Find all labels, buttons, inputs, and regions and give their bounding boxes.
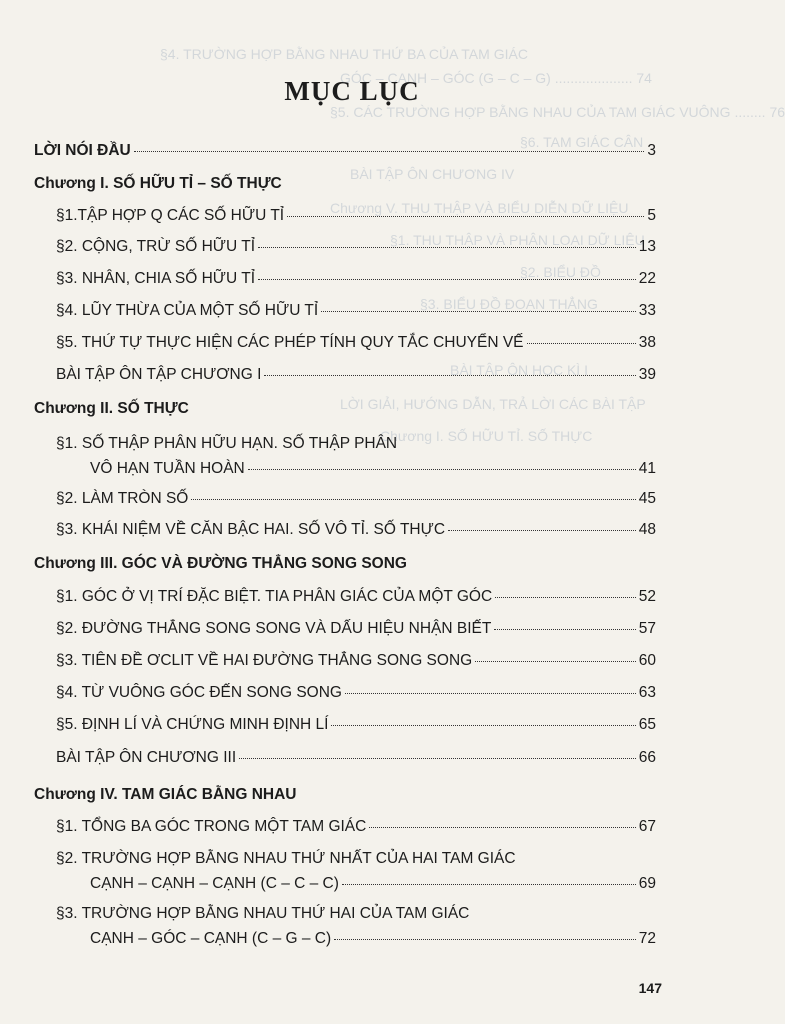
toc-entry-text: §2. LÀM TRÒN SỐ [56, 490, 189, 507]
chapter-heading-3: Chương III. GÓC VÀ ĐƯỜNG THẲNG SONG SONG [34, 555, 407, 572]
toc-entry-page: 63 [638, 684, 656, 701]
bleed-through-text: Chương I. SỐ HỮU TỈ. SỐ THỰC [380, 428, 593, 444]
dot-leader [369, 827, 635, 828]
toc-entry-page: 5 [647, 207, 656, 224]
dot-leader [248, 469, 636, 470]
toc-entry-text: §3. NHÂN, CHIA SỐ HỮU TỈ [56, 270, 255, 287]
toc-entry-page: 48 [638, 521, 656, 538]
toc-entry-page: 39 [638, 366, 656, 383]
dot-leader [258, 247, 636, 248]
dot-leader [134, 151, 645, 152]
toc-entry-page: 57 [638, 620, 656, 637]
toc-entry[interactable] [56, 716, 656, 734]
toc-entry[interactable] [56, 490, 656, 508]
toc-entry-page: 45 [638, 490, 656, 507]
bleed-through-text: GÓC – CẠNH – GÓC (G – C – G) .................... 74 [340, 70, 652, 86]
bleed-through-text: BÀI TẬP ÔN HỌC KÌ I [450, 362, 588, 378]
toc-entry-page: 67 [638, 818, 656, 835]
bleed-through-text: §5. CÁC TRƯỜNG HỢP BẰNG NHAU CỦA TAM GIÁC VUÔNG ........ 76 [330, 104, 785, 120]
toc-entry-page: 66 [638, 749, 656, 766]
dot-leader [342, 884, 636, 885]
dot-leader [239, 758, 636, 759]
bleed-through-text: §1. THU THẬP VÀ PHÂN LOẠI DỮ LIỆU [390, 232, 645, 248]
toc-entry-text: §3. KHÁI NIỆM VỀ CĂN BẬC HAI. SỐ VÔ TỈ. SỐ THỰC [56, 521, 446, 538]
dot-leader [321, 311, 636, 312]
toc-entry[interactable] [56, 684, 656, 702]
toc-entry-page: 60 [638, 652, 656, 669]
toc-entry-text: §2. ĐƯỜNG THẲNG SONG SONG VÀ DẤU HIỆU NHẬN BIẾT [56, 620, 492, 637]
toc-entry-text: §1. TỔNG BA GÓC TRONG MỘT TAM GIÁC [56, 818, 367, 835]
dot-leader [334, 939, 636, 940]
dot-leader [527, 343, 636, 344]
toc-entry-page: 41 [638, 460, 656, 477]
dot-leader [287, 216, 644, 217]
dot-leader [495, 597, 636, 598]
dot-leader [494, 629, 635, 630]
toc-entry-text: CẠNH – CẠNH – CẠNH (C – C – C) [90, 875, 339, 892]
toc-entry-text: CẠNH – GÓC – CẠNH (C – G – C) [90, 930, 332, 947]
chapter-heading-4: Chương IV. TAM GIÁC BẰNG NHAU [34, 786, 297, 803]
dot-leader [345, 693, 636, 694]
bleed-through-text: §4. TRƯỜNG HỢP BẰNG NHAU THỨ BA CỦA TAM GIÁC [160, 46, 528, 62]
toc-entry-text: §5. ĐỊNH LÍ VÀ CHỨNG MINH ĐỊNH LÍ [56, 716, 329, 733]
toc-entry-first-line[interactable]: §1. SỐ THẬP PHÂN HỮU HẠN. SỐ THẬP PHÂN [56, 435, 398, 452]
bleed-through-text: LỜI GIẢI, HƯỚNG DẪN, TRẢ LỜI CÁC BÀI TẬP [340, 396, 646, 412]
toc-entry-page: 65 [638, 716, 656, 733]
chapter-heading-2: Chương II. SỐ THỰC [34, 400, 189, 417]
toc-entry-text: §1. GÓC Ở VỊ TRÍ ĐẶC BIỆT. TIA PHÂN GIÁC CỦA MỘT GÓC [56, 588, 493, 605]
toc-entry-text: VÔ HẠN TUẦN HOÀN [90, 460, 245, 477]
toc-entry[interactable] [56, 521, 656, 539]
bleed-through-text: Chương V. THU THẬP VÀ BIỂU DIỄN DỮ LIỆU [330, 200, 629, 216]
toc-entry-text: §3. TIÊN ĐỀ ƠCLIT VỀ HAI ĐƯỜNG THẲNG SONG SONG [56, 652, 473, 669]
dot-leader [448, 530, 636, 531]
toc-entry[interactable] [56, 749, 656, 767]
toc-entry-page: 3 [647, 142, 656, 159]
toc-entry[interactable] [56, 238, 656, 256]
toc-entry-text: BÀI TẬP ÔN TẬP CHƯƠNG I [56, 366, 262, 383]
toc-entry-text: §5. THỨ TỰ THỰC HIỆN CÁC PHÉP TÍNH QUY TẮC CHUYỂN VẾ [56, 334, 524, 351]
bleed-through-text: §2. BIỂU ĐỒ [520, 264, 601, 280]
bleed-through-text: BÀI TẬP ÔN CHƯƠNG IV [350, 166, 515, 182]
toc-entry-page: 52 [638, 588, 656, 605]
toc-entry[interactable] [90, 875, 656, 893]
page-title: MỤC LỤC [284, 76, 420, 106]
dot-leader [331, 725, 635, 726]
toc-entry-text: BÀI TẬP ÔN CHƯƠNG III [56, 749, 237, 766]
toc-entry-page: 38 [638, 334, 656, 351]
toc-entry-text: §2. CỘNG, TRỪ SỐ HỮU TỈ [56, 238, 256, 255]
chapter-heading-1: Chương I. SỐ HỮU TỈ – SỐ THỰC [34, 175, 282, 192]
toc-entry[interactable] [56, 588, 656, 606]
toc-entry[interactable] [56, 366, 656, 384]
toc-entry-first-line[interactable]: §2. TRƯỜNG HỢP BẰNG NHAU THỨ NHẤT CỦA HAI TAM GIÁC [56, 850, 516, 867]
dot-leader [264, 375, 635, 376]
dot-leader [258, 279, 636, 280]
bleed-through-text: §6. TAM GIÁC CÂN [520, 134, 644, 150]
toc-entry[interactable] [56, 652, 656, 670]
toc-entry[interactable] [56, 207, 656, 225]
toc-entry-page: 22 [638, 270, 656, 287]
toc-entry[interactable] [56, 302, 656, 320]
toc-entry-page: 13 [638, 238, 656, 255]
toc-entry-preface[interactable] [34, 142, 656, 160]
dot-leader [475, 661, 636, 662]
toc-entry[interactable] [56, 818, 656, 836]
toc-entry[interactable] [90, 930, 656, 948]
toc-entry[interactable] [56, 334, 656, 352]
toc-entry-page: 72 [638, 930, 656, 947]
toc-entry-page: 69 [638, 875, 656, 892]
bleed-through-text: §3. BIỂU ĐỒ ĐOẠN THẲNG [420, 296, 598, 312]
toc-entry-page: 33 [638, 302, 656, 319]
dot-leader [191, 499, 635, 500]
toc-entry-text: §1.TẬP HỢP Q CÁC SỐ HỮU TỈ [56, 207, 285, 224]
toc-entry[interactable] [56, 270, 656, 288]
toc-entry-text: §4. LŨY THỪA CỦA MỘT SỐ HỮU TỈ [56, 302, 319, 319]
toc-entry[interactable] [90, 460, 656, 478]
toc-entry-first-line[interactable]: §3. TRƯỜNG HỢP BẰNG NHAU THỨ HAI CỦA TAM GIÁC [56, 905, 470, 922]
toc-entry[interactable] [56, 620, 656, 638]
toc-entry-text: §4. TỪ VUÔNG GÓC ĐẾN SONG SONG [56, 684, 342, 701]
toc-entry-text: LỜI NÓI ĐẦU [34, 142, 131, 159]
page-number: 147 [638, 980, 662, 996]
